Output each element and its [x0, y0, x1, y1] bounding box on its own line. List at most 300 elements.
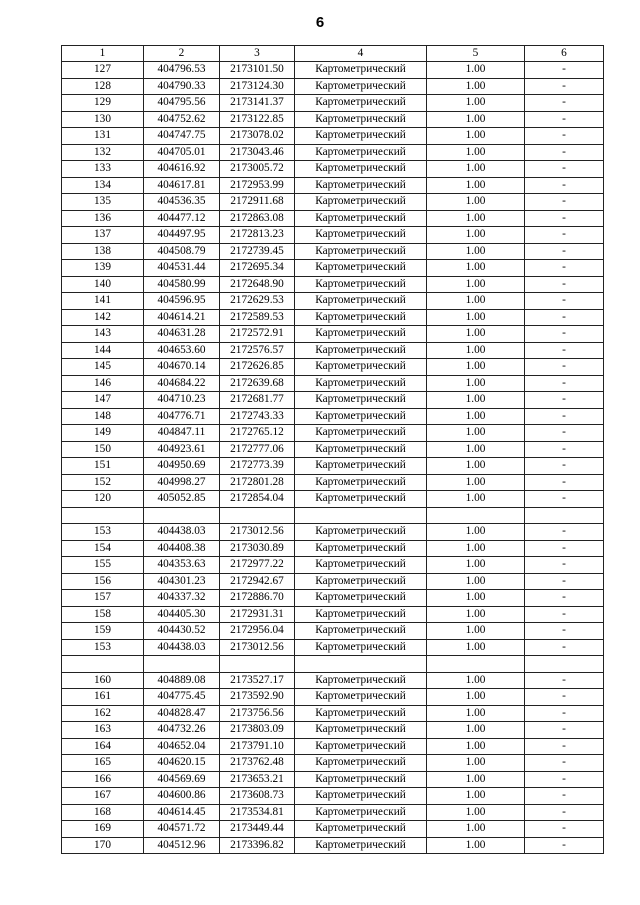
accuracy-cell: 1.00 — [427, 788, 525, 805]
note-cell: - — [525, 557, 604, 574]
x-coordinate-cell: 404569.69 — [144, 771, 220, 788]
accuracy-cell: 1.00 — [427, 771, 525, 788]
table-row — [62, 62, 604, 79]
y-coordinate-cell: 2172956.04 — [220, 623, 295, 640]
method-cell: Картометрический — [295, 557, 427, 574]
x-coordinate-cell: 404616.92 — [144, 161, 220, 178]
accuracy-cell: 1.00 — [427, 705, 525, 722]
coordinates-table — [61, 45, 604, 854]
note-cell: - — [525, 524, 604, 541]
point-number-cell: 142 — [62, 309, 144, 326]
table-body — [62, 46, 604, 854]
point-number-cell: 151 — [62, 458, 144, 475]
x-coordinate-cell: 404408.38 — [144, 540, 220, 557]
y-coordinate-cell: 2173101.50 — [220, 62, 295, 79]
point-number-cell: 167 — [62, 788, 144, 805]
table-row — [62, 326, 604, 343]
accuracy-cell: 1.00 — [427, 425, 525, 442]
y-coordinate-cell: 2173653.21 — [220, 771, 295, 788]
accuracy-cell: 1.00 — [427, 144, 525, 161]
y-coordinate-cell: 2172572.91 — [220, 326, 295, 343]
method-cell: Картометрический — [295, 804, 427, 821]
point-number-cell: 159 — [62, 623, 144, 640]
method-cell: Картометрический — [295, 672, 427, 689]
x-coordinate-cell: 404747.75 — [144, 128, 220, 145]
y-coordinate-cell: 2173124.30 — [220, 78, 295, 95]
table-row — [62, 771, 604, 788]
method-cell: Картометрический — [295, 623, 427, 640]
table-header-row — [62, 46, 604, 62]
y-coordinate-cell: 2172886.70 — [220, 590, 295, 607]
table-row — [62, 722, 604, 739]
method-cell: Картометрический — [295, 161, 427, 178]
method-cell: Картометрический — [295, 62, 427, 79]
table-row — [62, 705, 604, 722]
y-coordinate-cell: 2173534.81 — [220, 804, 295, 821]
accuracy-cell: 1.00 — [427, 590, 525, 607]
y-coordinate-cell: 2172977.22 — [220, 557, 295, 574]
separator-row — [62, 507, 604, 524]
method-cell: Картометрический — [295, 95, 427, 112]
point-number-cell: 149 — [62, 425, 144, 442]
x-coordinate-cell: 404795.56 — [144, 95, 220, 112]
x-coordinate-cell: 404536.35 — [144, 194, 220, 211]
y-coordinate-cell: 2172953.99 — [220, 177, 295, 194]
page-number: 6 — [315, 14, 325, 31]
x-coordinate-cell: 404620.15 — [144, 755, 220, 772]
y-coordinate-cell: 2173803.09 — [220, 722, 295, 739]
note-cell: - — [525, 111, 604, 128]
accuracy-cell: 1.00 — [427, 243, 525, 260]
y-coordinate-cell: 2172765.12 — [220, 425, 295, 442]
x-coordinate-cell: 404950.69 — [144, 458, 220, 475]
point-number-cell: 154 — [62, 540, 144, 557]
point-number-cell: 133 — [62, 161, 144, 178]
x-coordinate-cell: 404617.81 — [144, 177, 220, 194]
table-row — [62, 425, 604, 442]
column-header: 6 — [525, 46, 604, 62]
x-coordinate-cell: 404670.14 — [144, 359, 220, 376]
note-cell: - — [525, 177, 604, 194]
x-coordinate-cell: 404512.96 — [144, 837, 220, 854]
point-number-cell: 130 — [62, 111, 144, 128]
y-coordinate-cell: 2172629.53 — [220, 293, 295, 310]
y-coordinate-cell: 2173122.85 — [220, 111, 295, 128]
note-cell: - — [525, 342, 604, 359]
point-number-cell: 157 — [62, 590, 144, 607]
x-coordinate-cell: 404705.01 — [144, 144, 220, 161]
accuracy-cell: 1.00 — [427, 474, 525, 491]
y-coordinate-cell: 2173756.56 — [220, 705, 295, 722]
x-coordinate-cell: 404790.33 — [144, 78, 220, 95]
note-cell: - — [525, 672, 604, 689]
x-coordinate-cell: 404889.08 — [144, 672, 220, 689]
accuracy-cell — [427, 656, 525, 673]
table-row — [62, 210, 604, 227]
method-cell: Картометрический — [295, 821, 427, 838]
y-coordinate-cell: 2172773.39 — [220, 458, 295, 475]
method-cell: Картометрический — [295, 326, 427, 343]
note-cell: - — [525, 260, 604, 277]
note-cell: - — [525, 788, 604, 805]
x-coordinate-cell: 404508.79 — [144, 243, 220, 260]
y-coordinate-cell: 2172639.68 — [220, 375, 295, 392]
table-row — [62, 788, 604, 805]
y-coordinate-cell: 2173608.73 — [220, 788, 295, 805]
method-cell: Картометрический — [295, 441, 427, 458]
x-coordinate-cell: 404847.11 — [144, 425, 220, 442]
point-number-cell — [62, 656, 144, 673]
note-cell: - — [525, 590, 604, 607]
table-row — [62, 95, 604, 112]
method-cell: Картометрический — [295, 194, 427, 211]
point-number-cell: 138 — [62, 243, 144, 260]
accuracy-cell: 1.00 — [427, 326, 525, 343]
x-coordinate-cell: 404776.71 — [144, 408, 220, 425]
point-number-cell: 163 — [62, 722, 144, 739]
point-number-cell: 158 — [62, 606, 144, 623]
method-cell: Картометрический — [295, 540, 427, 557]
note-cell: - — [525, 95, 604, 112]
x-coordinate-cell: 404405.30 — [144, 606, 220, 623]
method-cell: Картометрический — [295, 425, 427, 442]
table-row — [62, 243, 604, 260]
y-coordinate-cell: 2173043.46 — [220, 144, 295, 161]
table-row — [62, 804, 604, 821]
method-cell: Картометрический — [295, 210, 427, 227]
y-coordinate-cell: 2172739.45 — [220, 243, 295, 260]
point-number-cell: 136 — [62, 210, 144, 227]
y-coordinate-cell: 2172681.77 — [220, 392, 295, 409]
point-number-cell: 166 — [62, 771, 144, 788]
accuracy-cell: 1.00 — [427, 755, 525, 772]
note-cell: - — [525, 309, 604, 326]
point-number-cell: 162 — [62, 705, 144, 722]
note-cell: - — [525, 804, 604, 821]
note-cell: - — [525, 458, 604, 475]
table-row — [62, 111, 604, 128]
point-number-cell: 153 — [62, 524, 144, 541]
method-cell: Картометрический — [295, 458, 427, 475]
note-cell: - — [525, 491, 604, 508]
point-number-cell: 161 — [62, 689, 144, 706]
note-cell: - — [525, 128, 604, 145]
point-number-cell: 156 — [62, 573, 144, 590]
method-cell: Картометрический — [295, 689, 427, 706]
x-coordinate-cell: 405052.85 — [144, 491, 220, 508]
point-number-cell: 153 — [62, 639, 144, 656]
method-cell: Картометрический — [295, 276, 427, 293]
table-row — [62, 128, 604, 145]
accuracy-cell: 1.00 — [427, 639, 525, 656]
column-header: 3 — [220, 46, 295, 62]
table-row — [62, 738, 604, 755]
x-coordinate-cell: 404580.99 — [144, 276, 220, 293]
point-number-cell: 155 — [62, 557, 144, 574]
method-cell: Картометрический — [295, 573, 427, 590]
accuracy-cell: 1.00 — [427, 227, 525, 244]
table-row — [62, 540, 604, 557]
table-row — [62, 821, 604, 838]
method-cell: Картометрический — [295, 375, 427, 392]
x-coordinate-cell: 404301.23 — [144, 573, 220, 590]
x-coordinate-cell: 404652.04 — [144, 738, 220, 755]
point-number-cell: 165 — [62, 755, 144, 772]
method-cell: Картометрический — [295, 639, 427, 656]
x-coordinate-cell: 404337.32 — [144, 590, 220, 607]
accuracy-cell: 1.00 — [427, 524, 525, 541]
accuracy-cell: 1.00 — [427, 557, 525, 574]
table-row — [62, 144, 604, 161]
note-cell: - — [525, 194, 604, 211]
accuracy-cell: 1.00 — [427, 161, 525, 178]
point-number-cell: 170 — [62, 837, 144, 854]
x-coordinate-cell — [144, 507, 220, 524]
x-coordinate-cell: 404596.95 — [144, 293, 220, 310]
accuracy-cell: 1.00 — [427, 309, 525, 326]
y-coordinate-cell: 2173527.17 — [220, 672, 295, 689]
table-row — [62, 293, 604, 310]
note-cell: - — [525, 392, 604, 409]
method-cell: Картометрический — [295, 837, 427, 854]
accuracy-cell: 1.00 — [427, 804, 525, 821]
accuracy-cell: 1.00 — [427, 392, 525, 409]
note-cell: - — [525, 705, 604, 722]
note-cell: - — [525, 606, 604, 623]
note-cell: - — [525, 359, 604, 376]
point-number-cell: 131 — [62, 128, 144, 145]
y-coordinate-cell: 2172911.68 — [220, 194, 295, 211]
method-cell: Картометрический — [295, 227, 427, 244]
table-row — [62, 458, 604, 475]
table-row — [62, 392, 604, 409]
y-coordinate-cell: 2173012.56 — [220, 524, 295, 541]
y-coordinate-cell: 2173791.10 — [220, 738, 295, 755]
note-cell: - — [525, 755, 604, 772]
accuracy-cell: 1.00 — [427, 276, 525, 293]
x-coordinate-cell: 404430.52 — [144, 623, 220, 640]
y-coordinate-cell: 2172942.67 — [220, 573, 295, 590]
method-cell: Картометрический — [295, 705, 427, 722]
note-cell — [525, 507, 604, 524]
accuracy-cell: 1.00 — [427, 194, 525, 211]
method-cell: Картометрический — [295, 408, 427, 425]
x-coordinate-cell: 404653.60 — [144, 342, 220, 359]
method-cell: Картометрический — [295, 359, 427, 376]
note-cell: - — [525, 573, 604, 590]
point-number-cell: 120 — [62, 491, 144, 508]
x-coordinate-cell: 404353.63 — [144, 557, 220, 574]
accuracy-cell: 1.00 — [427, 821, 525, 838]
note-cell: - — [525, 441, 604, 458]
x-coordinate-cell: 404497.95 — [144, 227, 220, 244]
column-header: 4 — [295, 46, 427, 62]
note-cell: - — [525, 293, 604, 310]
point-number-cell: 128 — [62, 78, 144, 95]
y-coordinate-cell: 2173012.56 — [220, 639, 295, 656]
point-number-cell: 160 — [62, 672, 144, 689]
y-coordinate-cell: 2172863.08 — [220, 210, 295, 227]
y-coordinate-cell: 2172813.23 — [220, 227, 295, 244]
point-number-cell: 135 — [62, 194, 144, 211]
y-coordinate-cell: 2172589.53 — [220, 309, 295, 326]
x-coordinate-cell: 404438.03 — [144, 524, 220, 541]
method-cell: Картометрический — [295, 524, 427, 541]
table-row — [62, 557, 604, 574]
y-coordinate-cell: 2173762.48 — [220, 755, 295, 772]
method-cell: Картометрический — [295, 788, 427, 805]
table-row — [62, 639, 604, 656]
accuracy-cell: 1.00 — [427, 441, 525, 458]
note-cell: - — [525, 210, 604, 227]
note-cell: - — [525, 771, 604, 788]
accuracy-cell: 1.00 — [427, 375, 525, 392]
note-cell: - — [525, 722, 604, 739]
table-row — [62, 606, 604, 623]
x-coordinate-cell: 404732.26 — [144, 722, 220, 739]
accuracy-cell: 1.00 — [427, 722, 525, 739]
point-number-cell: 169 — [62, 821, 144, 838]
note-cell: - — [525, 821, 604, 838]
table-row — [62, 474, 604, 491]
y-coordinate-cell: 2173078.02 — [220, 128, 295, 145]
accuracy-cell: 1.00 — [427, 111, 525, 128]
accuracy-cell: 1.00 — [427, 606, 525, 623]
accuracy-cell — [427, 507, 525, 524]
table-row — [62, 441, 604, 458]
method-cell — [295, 656, 427, 673]
accuracy-cell: 1.00 — [427, 359, 525, 376]
table-row — [62, 194, 604, 211]
x-coordinate-cell: 404752.62 — [144, 111, 220, 128]
point-number-cell: 134 — [62, 177, 144, 194]
x-coordinate-cell: 404923.61 — [144, 441, 220, 458]
y-coordinate-cell: 2172743.33 — [220, 408, 295, 425]
table-row — [62, 524, 604, 541]
table-row — [62, 359, 604, 376]
point-number-cell: 152 — [62, 474, 144, 491]
table-row — [62, 623, 604, 640]
point-number-cell: 140 — [62, 276, 144, 293]
note-cell: - — [525, 639, 604, 656]
y-coordinate-cell: 2173030.89 — [220, 540, 295, 557]
accuracy-cell: 1.00 — [427, 177, 525, 194]
method-cell: Картометрический — [295, 722, 427, 739]
accuracy-cell: 1.00 — [427, 672, 525, 689]
table-row — [62, 342, 604, 359]
point-number-cell: 168 — [62, 804, 144, 821]
table-row — [62, 755, 604, 772]
note-cell: - — [525, 326, 604, 343]
table-row — [62, 672, 604, 689]
method-cell: Картометрический — [295, 738, 427, 755]
note-cell: - — [525, 623, 604, 640]
point-number-cell: 127 — [62, 62, 144, 79]
method-cell — [295, 507, 427, 524]
x-coordinate-cell: 404631.28 — [144, 326, 220, 343]
note-cell: - — [525, 243, 604, 260]
y-coordinate-cell: 2173396.82 — [220, 837, 295, 854]
x-coordinate-cell: 404998.27 — [144, 474, 220, 491]
note-cell — [525, 656, 604, 673]
y-coordinate-cell: 2172777.06 — [220, 441, 295, 458]
note-cell: - — [525, 144, 604, 161]
y-coordinate-cell: 2172576.57 — [220, 342, 295, 359]
accuracy-cell: 1.00 — [427, 408, 525, 425]
point-number-cell: 146 — [62, 375, 144, 392]
method-cell: Картометрический — [295, 78, 427, 95]
note-cell: - — [525, 540, 604, 557]
point-number-cell: 145 — [62, 359, 144, 376]
table-row — [62, 689, 604, 706]
method-cell: Картометрический — [295, 755, 427, 772]
table-row — [62, 491, 604, 508]
note-cell: - — [525, 375, 604, 392]
x-coordinate-cell: 404614.45 — [144, 804, 220, 821]
point-number-cell: 139 — [62, 260, 144, 277]
point-number-cell: 164 — [62, 738, 144, 755]
point-number-cell: 143 — [62, 326, 144, 343]
point-number-cell: 148 — [62, 408, 144, 425]
table-row — [62, 837, 604, 854]
accuracy-cell: 1.00 — [427, 78, 525, 95]
point-number-cell: 129 — [62, 95, 144, 112]
point-number-cell: 132 — [62, 144, 144, 161]
point-number-cell: 150 — [62, 441, 144, 458]
y-coordinate-cell: 2172801.28 — [220, 474, 295, 491]
method-cell: Картометрический — [295, 392, 427, 409]
note-cell: - — [525, 62, 604, 79]
y-coordinate-cell: 2172854.04 — [220, 491, 295, 508]
x-coordinate-cell: 404600.86 — [144, 788, 220, 805]
accuracy-cell: 1.00 — [427, 623, 525, 640]
method-cell: Картометрический — [295, 144, 427, 161]
method-cell: Картометрический — [295, 111, 427, 128]
note-cell: - — [525, 425, 604, 442]
y-coordinate-cell: 2172626.85 — [220, 359, 295, 376]
y-coordinate-cell: 2172695.34 — [220, 260, 295, 277]
accuracy-cell: 1.00 — [427, 738, 525, 755]
x-coordinate-cell: 404531.44 — [144, 260, 220, 277]
y-coordinate-cell: 2173005.72 — [220, 161, 295, 178]
y-coordinate-cell — [220, 507, 295, 524]
y-coordinate-cell: 2172648.90 — [220, 276, 295, 293]
accuracy-cell: 1.00 — [427, 540, 525, 557]
method-cell: Картометрический — [295, 474, 427, 491]
y-coordinate-cell: 2173141.37 — [220, 95, 295, 112]
point-number-cell: 147 — [62, 392, 144, 409]
accuracy-cell: 1.00 — [427, 62, 525, 79]
x-coordinate-cell — [144, 656, 220, 673]
method-cell: Картометрический — [295, 260, 427, 277]
x-coordinate-cell: 404710.23 — [144, 392, 220, 409]
accuracy-cell: 1.00 — [427, 491, 525, 508]
method-cell: Картометрический — [295, 606, 427, 623]
point-number-cell — [62, 507, 144, 524]
x-coordinate-cell: 404796.53 — [144, 62, 220, 79]
table-row — [62, 309, 604, 326]
x-coordinate-cell: 404828.47 — [144, 705, 220, 722]
point-number-cell: 137 — [62, 227, 144, 244]
accuracy-cell: 1.00 — [427, 573, 525, 590]
y-coordinate-cell: 2172931.31 — [220, 606, 295, 623]
table-row — [62, 161, 604, 178]
accuracy-cell: 1.00 — [427, 837, 525, 854]
x-coordinate-cell: 404684.22 — [144, 375, 220, 392]
y-coordinate-cell: 2173592.90 — [220, 689, 295, 706]
table-row — [62, 177, 604, 194]
column-header: 5 — [427, 46, 525, 62]
